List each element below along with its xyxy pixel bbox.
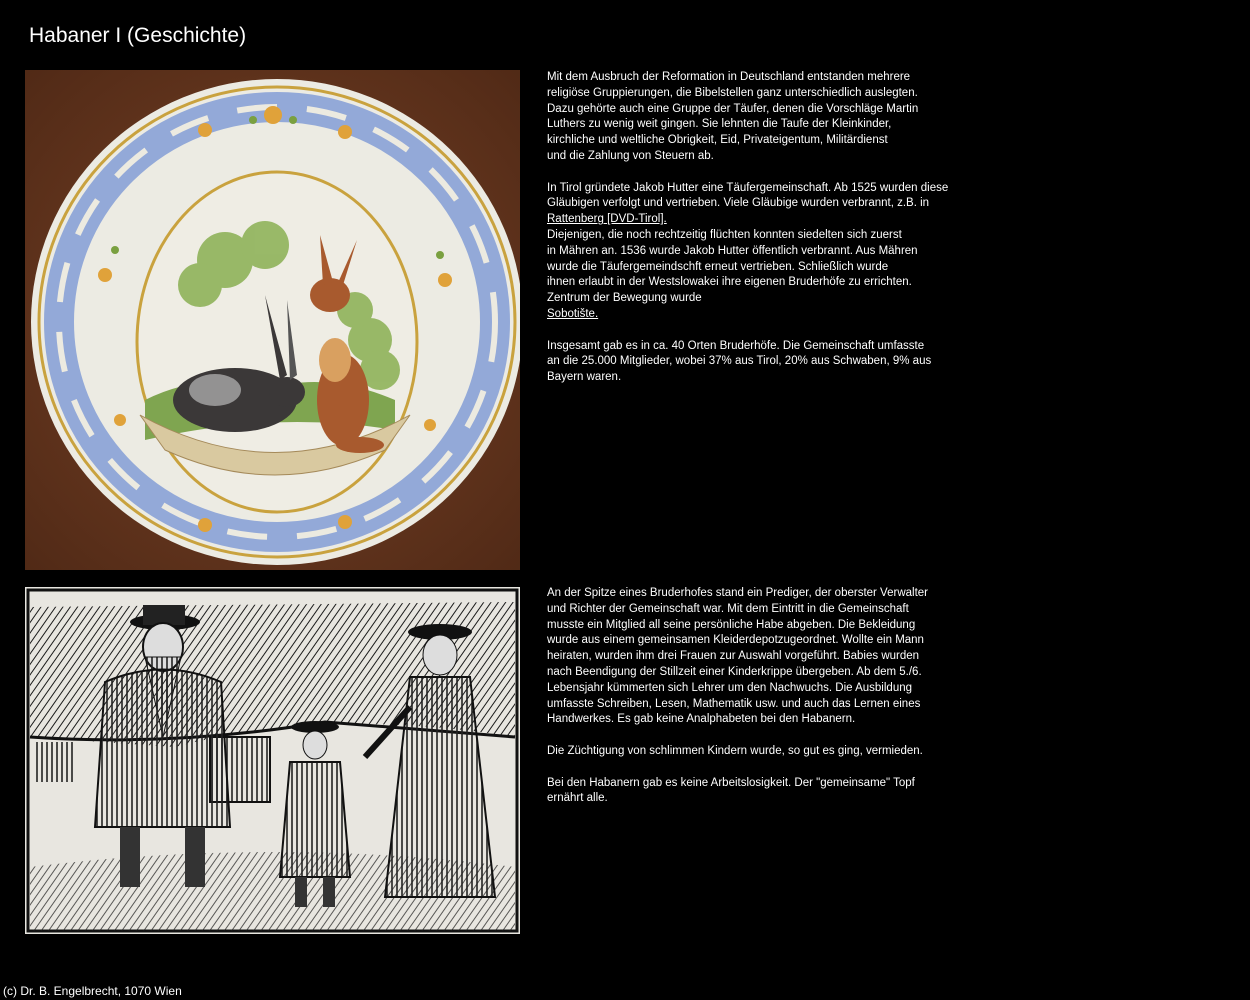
- plate-photo[interactable]: [25, 70, 520, 570]
- text-line: Gläubigen verfolgt und vertrieben. Viele Gläubige wurden verbrannt, z.B. in: [547, 197, 930, 210]
- text-line: und die Zahlung von Steuern ab.: [547, 149, 714, 162]
- text-line: In Tirol gründete Jakob Hutter eine Täufergemeinschaft. Ab 1525 wurden diese: [547, 181, 949, 194]
- text-line: wurde die Täufergemeindschft erneut vertrieben. Schließlich wurde: [547, 260, 889, 273]
- text-line: Mit dem Ausbruch der Reformation in Deutschland entstanden mehrere: [547, 71, 911, 83]
- paragraph-bruderhoefe: [547, 339, 977, 386]
- paragraph-discipline: [547, 744, 977, 760]
- text-line: ernährt alle.: [547, 792, 608, 805]
- paragraph-reformation: [547, 70, 977, 165]
- woodcut-illustration: [25, 587, 520, 934]
- text-line: musste ein Mitglied all seine persönliche Habe abgeben. Die Bekleidung: [547, 618, 916, 631]
- history-text-section-2: [547, 586, 977, 823]
- plate-illustration: [25, 70, 520, 570]
- text-line: nach Beendigung der Stillzeit einer Kinderkrippe übergeben. Ab dem 5./6.: [547, 665, 922, 678]
- text-line: Dazu gehörte auch eine Gruppe der Täufer, denen die Vorschläge Martin: [547, 102, 919, 115]
- rattenberg-link[interactable]: Rattenberg [DVD-Tirol].: [547, 213, 667, 226]
- text-line: Diejenigen, die noch rechtzeitig flüchten konnten siedelten sich zuerst: [547, 228, 902, 241]
- text-line: Luthers zu wenig weit gingen. Sie lehnten die Taufe der Kleinkinder,: [547, 118, 892, 131]
- text-line: religiöse Gruppierungen, die Bibelstellen ganz unterschiedlich auslegten.: [547, 86, 918, 99]
- text-line: Zentrum der Bewegung wurde: [547, 292, 702, 305]
- text-line: Lebensjahr kümmerten sich Lehrer um den Nachwuchs. Die Ausbildung: [547, 681, 913, 694]
- copyright-footer: (c) Dr. B. Engelbrecht, 1070 Wien: [3, 984, 182, 998]
- text-line: in Mähren an. 1536 wurde Jakob Hutter öffentlich verbrannt. Aus Mähren: [547, 244, 918, 257]
- text-line: und Richter der Gemeinschaft war. Mit dem Eintritt in die Gemeinschaft: [547, 602, 909, 615]
- text-line: heiraten, wurden ihm drei Frauen zur Auswahl vorgeführt. Babies wurden: [547, 650, 920, 663]
- text-line: wurde aus einem gemeinsamen Kleiderdepotzugeordnet. Wollte ein Mann: [547, 634, 924, 647]
- sobotiste-link[interactable]: Sobotište.: [547, 307, 599, 320]
- text-line: umfasste Schreiben, Lesen, Mathematik usw. und auch das Lernen eines: [547, 697, 921, 710]
- text-line: An der Spitze eines Bruderhofes stand ein Prediger, der oberster Verwalter: [547, 587, 928, 599]
- text-line: Insgesamt gab es in ca. 40 Orten Bruderhöfe. Die Gemeinschaft umfasste: [547, 339, 925, 352]
- text-line: Bei den Habanern gab es keine Arbeitslosigkeit. Der "gemeinsame" Topf: [547, 776, 915, 789]
- text-line: ihnen erlaubt in der Westslowakei ihre eigenen Bruderhöfe zu errichten.: [547, 276, 912, 289]
- history-text-section-1: [547, 70, 977, 402]
- paragraph-employment: [547, 776, 977, 808]
- paragraph-bruderhof-life: [547, 586, 977, 728]
- text-line: kirchliche und weltliche Obrigkeit, Eid, Privateigentum, Militärdienst: [547, 134, 888, 147]
- paragraph-tirol: [547, 181, 977, 323]
- woodcut-photo[interactable]: [25, 587, 520, 934]
- text-line: Die Züchtigung von schlimmen Kindern wurde, so gut es ging, vermieden.: [547, 744, 923, 757]
- page-title: Habaner I (Geschichte): [29, 24, 247, 47]
- text-line: an die 25.000 Mitglieder, wobei 37% aus Tirol, 20% aus Schwaben, 9% aus: [547, 355, 932, 368]
- text-line: Handwerkes. Es gab keine Analphabeten bei den Habanern.: [547, 713, 856, 726]
- text-line: Bayern waren.: [547, 371, 622, 384]
